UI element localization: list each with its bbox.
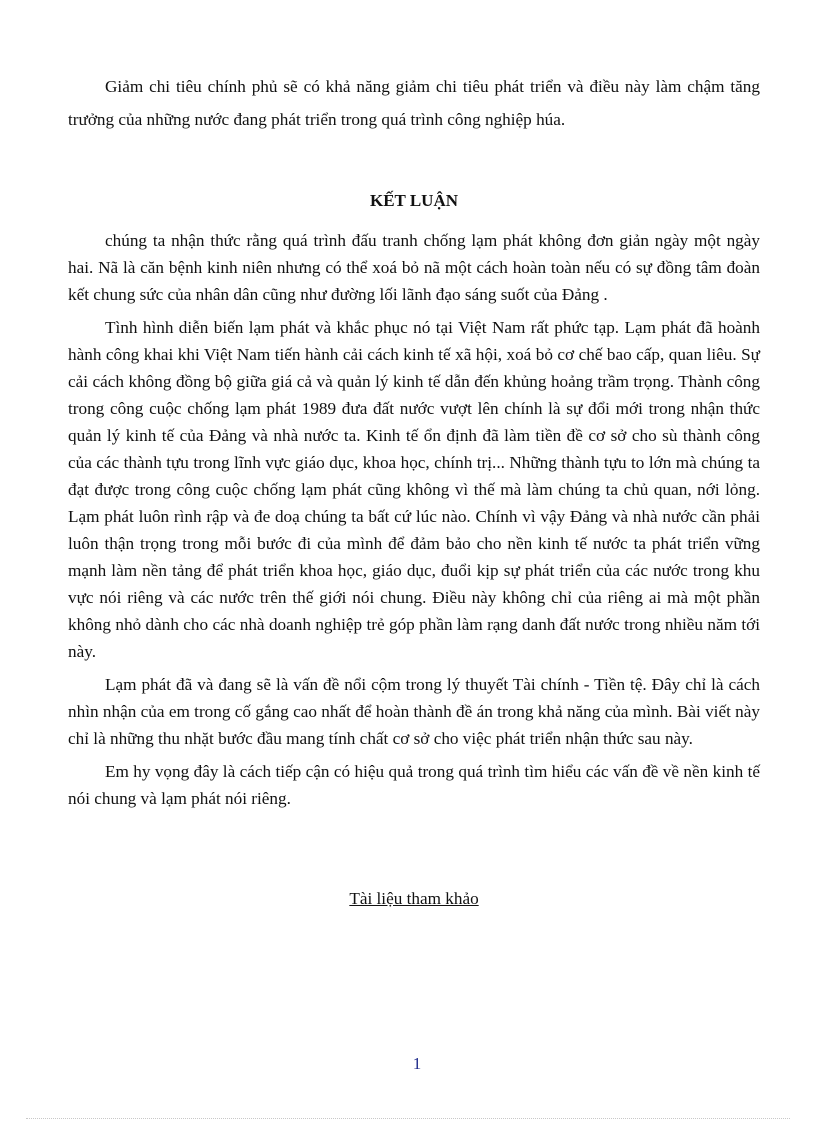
conclusion-paragraph-1: chúng ta nhận thức rằng quá trình đấu tranh chống lạm phát không đơn giản ngày một ngày hai. Nã là căn bệnh kinh niên nhưng có thể xoá bỏ nã một cách hoàn toàn nếu có sự đồng tâm đoàn kết chung sức của nhân dân cũng như đường lối lãnh đạo sáng suốt của Đảng .	[68, 231, 760, 304]
page-bottom-edge	[26, 1118, 790, 1119]
document-page	[68, 70, 760, 912]
conclusion-paragraph-3: Lạm phát đã và đang sẽ là vấn đề nổi cộm trong lý thuyết Tài chính - Tiền tệ. Đây chỉ là cách nhìn nhận của em trong cố gắng cao nhất để hoàn thành đề án trong khả năng của mình. Bài viết này chỉ là những thu nhặt bước đầu mang tính chất cơ sở cho việc phát triển nhận thức sau này.	[68, 675, 760, 748]
references-heading: Tài liệu tham khảo	[349, 889, 479, 908]
conclusion-paragraph-4: Em hy vọng đây là cách tiếp cận có hiệu quả trong quá trình tìm hiểu các vấn đề về nền kinh tế nói chung và lạm phát nói riêng.	[68, 762, 760, 808]
conclusion-paragraph-2: Tình hình diễn biến lạm phát và khắc phục nó tại Việt Nam rất phức tạp. Lạm phát đã hoành hành công khai khi Việt Nam tiến hành cải cách kinh tế xã hội, xoá bỏ cơ chế bao cấp, quan liêu. Sự cải cách không đồng bộ giữa giá cả và quản lý kinh tế dẫn đến khủng hoảng trầm trọng. Thành công trong công cuộc chống lạm phát 1989 đưa đất nước vượt lên chính là sự đổi mới trong nhận thức quản lý kinh tế của Đảng và nhà nước ta. Kinh tế ổn định đã làm tiền đề cơ sở cho sù thành công của các thành tựu trong lĩnh vực giáo dục, khoa học, chính trị... Những thành tựu to lớn mà chúng ta đạt được trong công cuộc chống lạm phát cũng không vì thế mà làm chúng ta chủ quan, nới lỏng. Lạm phát luôn rình rập và đe doạ chúng ta bất cứ lúc nào. Chính vì vậy Đảng và nhà nước cần phải luôn thận trọng trong mỗi bước đi của mình để đảm bảo cho nền kinh tế nước ta phát triển vững mạnh làm nền tảng để phát triển khoa học, giáo dục, đuổi kịp sự phát triển của các nước trong khu vực nói riêng và các nước trên thế giới nói chung. Điều này không chỉ của riêng ai mà một phần không nhỏ dành cho các nhà doanh nghiệp trẻ góp phần làm rạng danh đất nước trong nhiều năm tới này.	[68, 318, 760, 661]
page-number: 1	[412, 1054, 422, 1073]
conclusion-heading: KẾT LUẬN	[369, 191, 458, 210]
intro-paragraph: Giảm chi tiêu chính phủ sẽ có khả năng giảm chi tiêu phát triển và điều này làm chậm tăng trưởng của những nước đang phát triển trong quá trình công nghiệp húa.	[68, 77, 760, 129]
